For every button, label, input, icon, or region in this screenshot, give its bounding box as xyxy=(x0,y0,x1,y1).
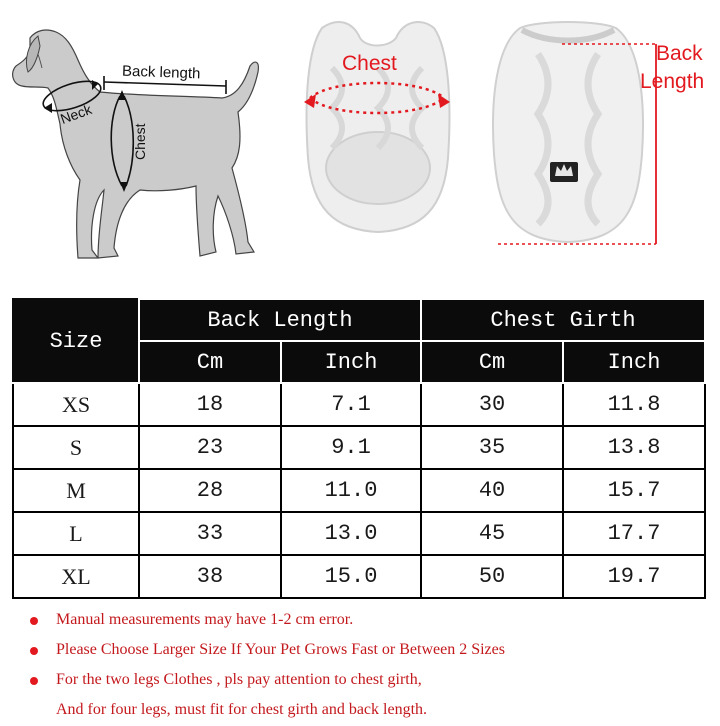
back-length-header: Back Length xyxy=(139,299,421,341)
back-inch-cell: 13.0 xyxy=(281,512,421,555)
sweater-back-image xyxy=(478,14,668,250)
chest-inch-cell: 19.7 xyxy=(563,555,705,598)
size-cell: XL xyxy=(13,555,139,598)
back-inch-cell: 7.1 xyxy=(281,383,421,426)
size-cell: L xyxy=(13,512,139,555)
note-item xyxy=(28,606,708,636)
table-row xyxy=(13,512,705,555)
note-text: For the two legs Clothes , pls pay attention to chest girth, xyxy=(56,671,422,688)
chest-girth-header: Chest Girth xyxy=(421,299,705,341)
back-inch-cell: 9.1 xyxy=(281,426,421,469)
chest-cm-header: Cm xyxy=(421,341,563,383)
bullet-icon xyxy=(30,677,38,685)
chest-label: Chest xyxy=(132,123,148,160)
chest-inch-header: Inch xyxy=(563,341,705,383)
table-row xyxy=(13,426,705,469)
table-row xyxy=(13,555,705,598)
sweater-back-label-line2: Length xyxy=(640,70,705,93)
neck-label: Neck xyxy=(58,101,94,127)
chest-inch-cell: 17.7 xyxy=(563,512,705,555)
back-cm-cell: 23 xyxy=(139,426,281,469)
back-cm-cell: 38 xyxy=(139,555,281,598)
back-inch-header: Inch xyxy=(281,341,421,383)
note-item xyxy=(28,696,708,726)
size-cell: S xyxy=(13,426,139,469)
back-cm-cell: 28 xyxy=(139,469,281,512)
note-item xyxy=(28,666,708,696)
chest-cm-cell: 35 xyxy=(421,426,563,469)
bullet-icon xyxy=(30,617,38,625)
sweater-front-image xyxy=(292,8,462,238)
back-inch-cell: 15.0 xyxy=(281,555,421,598)
chest-cm-cell: 50 xyxy=(421,555,563,598)
note-text: Please Choose Larger Size If Your Pet Grows Fast or Between 2 Sizes xyxy=(56,641,505,658)
note-text: And for four legs, must fit for chest girth and back length. xyxy=(56,701,428,718)
size-cell: XS xyxy=(13,383,139,426)
chest-cm-cell: 45 xyxy=(421,512,563,555)
back-length-label: Back length xyxy=(121,62,201,83)
bullet-icon xyxy=(30,647,38,655)
chest-inch-cell: 15.7 xyxy=(563,469,705,512)
chest-cm-cell: 40 xyxy=(421,469,563,512)
chest-cm-cell: 30 xyxy=(421,383,563,426)
back-cm-cell: 33 xyxy=(139,512,281,555)
note-item xyxy=(28,636,708,666)
chest-inch-cell: 11.8 xyxy=(563,383,705,426)
sweater-back-label-line1: Back xyxy=(656,42,703,65)
back-cm-cell: 18 xyxy=(139,383,281,426)
notes-list xyxy=(28,606,708,726)
back-cm-header: Cm xyxy=(139,341,281,383)
size-chart-table xyxy=(12,298,706,599)
chest-inch-cell: 13.8 xyxy=(563,426,705,469)
back-inch-cell: 11.0 xyxy=(281,469,421,512)
size-header: Size xyxy=(13,299,139,383)
sweater-chest-label: Chest xyxy=(342,52,397,75)
table-row xyxy=(13,469,705,512)
note-text: Manual measurements may have 1-2 cm error. xyxy=(56,611,354,628)
table-row xyxy=(13,383,705,426)
size-cell: M xyxy=(13,469,139,512)
